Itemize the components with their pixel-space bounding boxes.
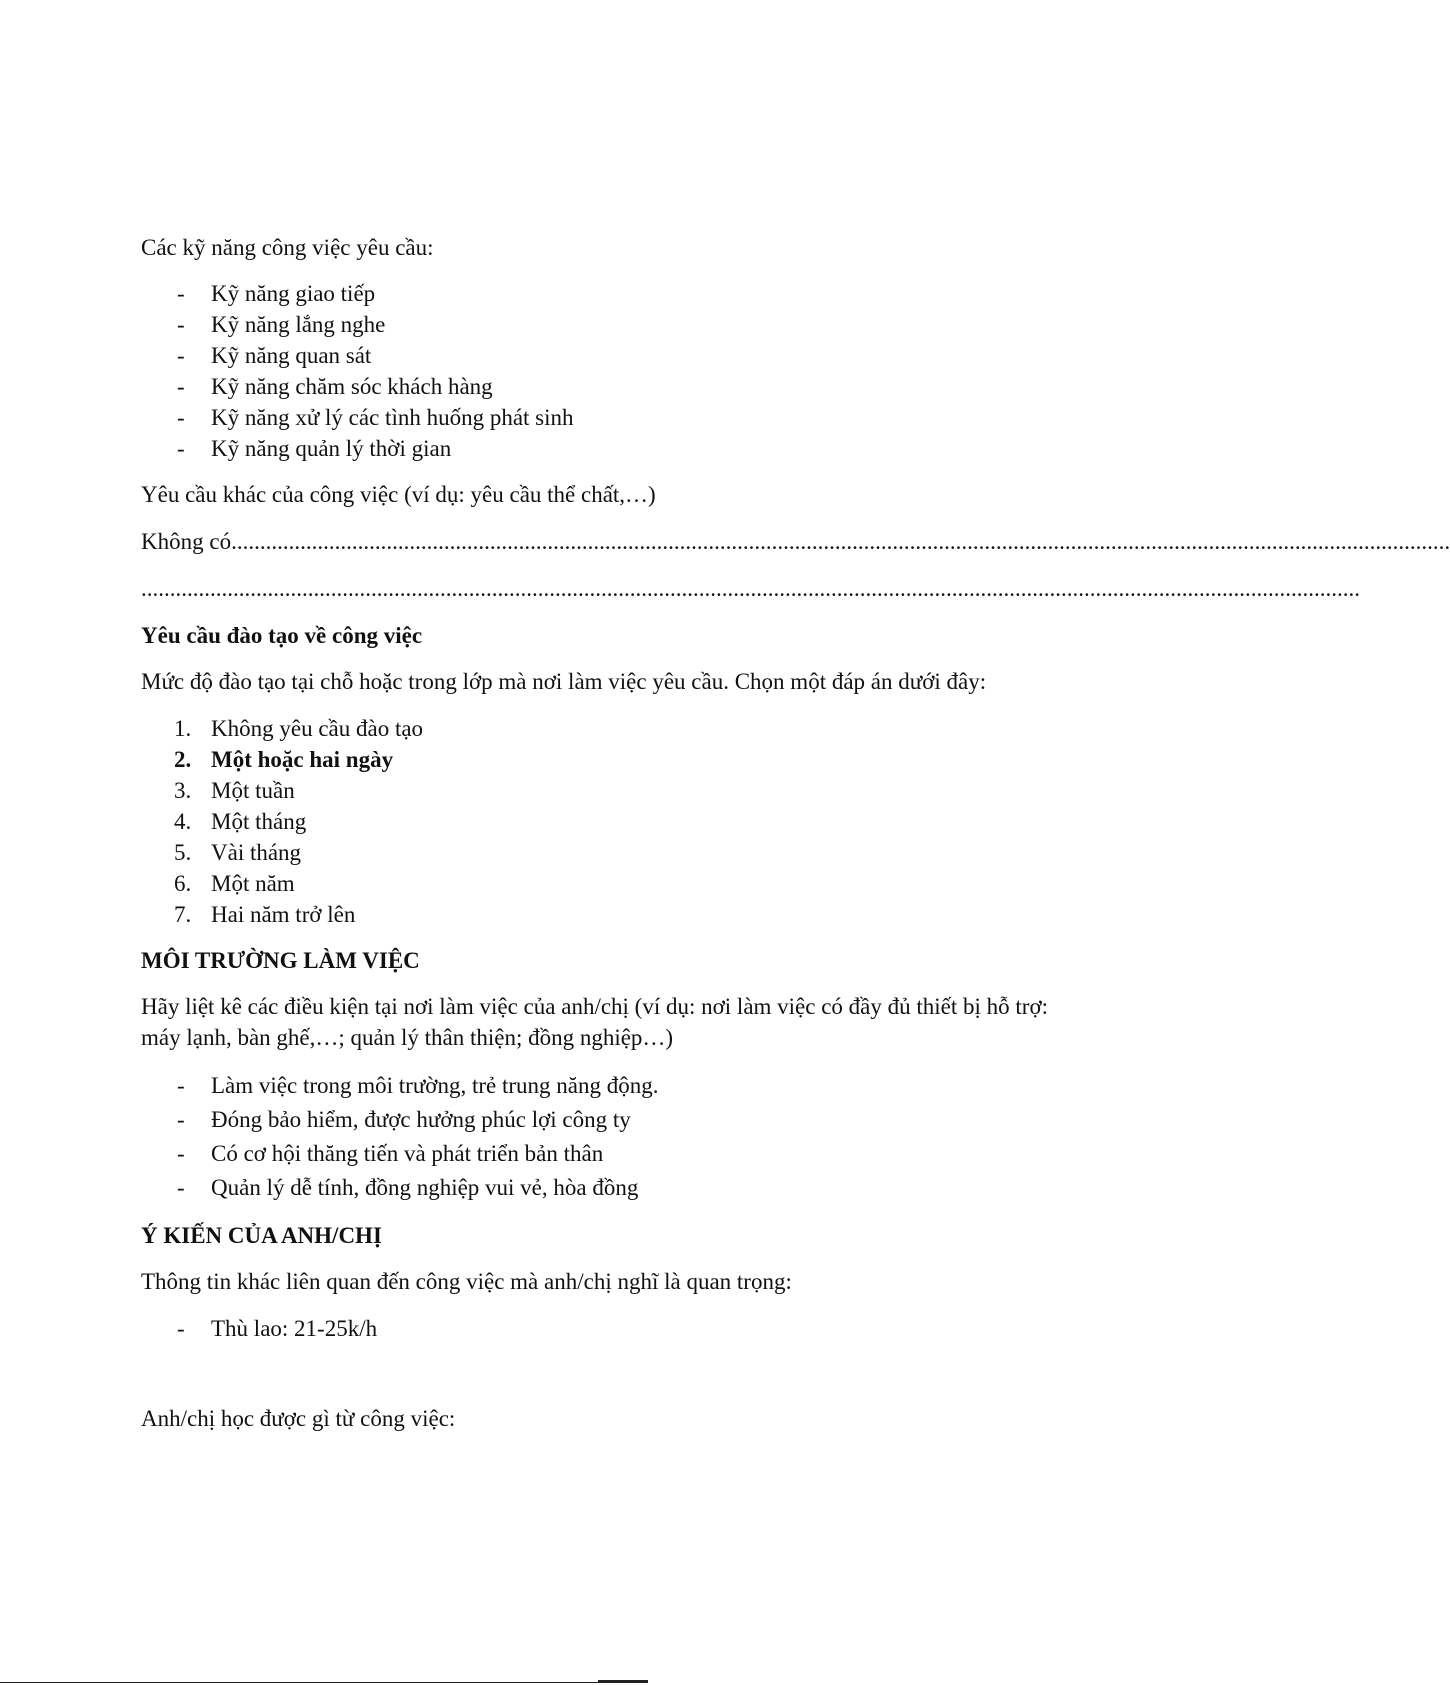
environment-list xyxy=(141,1069,1051,1205)
list-item: 3. Một tuần xyxy=(174,778,295,803)
list-item: 6. Một năm xyxy=(174,871,295,896)
learned-question: Anh/chị học được gì từ công việc: xyxy=(141,1406,456,1431)
dotted-line: .................................................................................................................................................................................................................... xyxy=(141,576,1360,601)
spacer xyxy=(141,1359,1051,1403)
list-item: 4. Một tháng xyxy=(174,809,307,834)
other-requirements-answer: Không có.................................................................................................................................................................................................................... xyxy=(141,529,1450,554)
training-heading: Yêu cầu đào tạo về công việc xyxy=(141,623,423,648)
other-requirements-label: Yêu cầu khác của công việc (ví dụ: yêu cầu thể chất,…) xyxy=(141,482,656,507)
list-item: 1. Không yêu cầu đào tạo xyxy=(174,716,424,741)
list-item: 7. Hai năm trở lên xyxy=(174,902,356,927)
opinion-heading: Ý KIẾN CỦA ANH/CHỊ xyxy=(141,1223,382,1248)
footer-rule xyxy=(0,1682,648,1683)
list-item: - Làm việc trong môi trường, trẻ trung năng động. xyxy=(177,1073,659,1098)
list-item: - Kỹ năng lắng nghe xyxy=(177,312,386,337)
skills-intro: Các kỹ năng công việc yêu cầu: xyxy=(141,235,434,260)
list-item: - Kỹ năng chăm sóc khách hàng xyxy=(177,374,493,399)
list-item: - Kỹ năng giao tiếp xyxy=(177,281,376,306)
footer-rule-accent xyxy=(598,1680,648,1682)
skills-list xyxy=(141,278,1051,464)
list-item: 5. Vài tháng xyxy=(174,840,302,865)
list-item: - Quản lý dễ tính, đồng nghiệp vui vẻ, hòa đồng xyxy=(177,1175,639,1200)
environment-heading: MÔI TRƯỜNG LÀM VIỆC xyxy=(141,948,420,973)
document-page xyxy=(141,232,1450,1450)
training-question: Mức độ đào tạo tại chỗ hoặc trong lớp mà nơi làm việc yêu cầu. Chọn một đáp án dưới đây: xyxy=(141,669,987,694)
list-item: - Kỹ năng quản lý thời gian xyxy=(177,436,452,461)
environment-question: Hãy liệt kê các điều kiện tại nơi làm việc của anh/chị (ví dụ: nơi làm việc có đầy đủ thiết bị hỗ trợ: máy lạnh, bàn ghế,…; quản lý thân thiện; đồng nghiệp…) xyxy=(141,994,1049,1050)
list-item: - Kỹ năng xử lý các tình huống phát sinh xyxy=(177,405,574,430)
list-item: - Thù lao: 21-25k/h xyxy=(177,1316,378,1341)
list-item: - Kỹ năng quan sát xyxy=(177,343,372,368)
opinion-list xyxy=(141,1313,1051,1344)
training-options xyxy=(141,713,1051,930)
list-item: - Có cơ hội thăng tiến và phát triển bản thân xyxy=(177,1141,604,1166)
list-item: - Đóng bảo hiểm, được hưởng phúc lợi công ty xyxy=(177,1107,631,1132)
list-item-selected: 2. Một hoặc hai ngày xyxy=(174,747,394,772)
opinion-question: Thông tin khác liên quan đến công việc mà anh/chị nghĩ là quan trọng: xyxy=(141,1269,792,1294)
